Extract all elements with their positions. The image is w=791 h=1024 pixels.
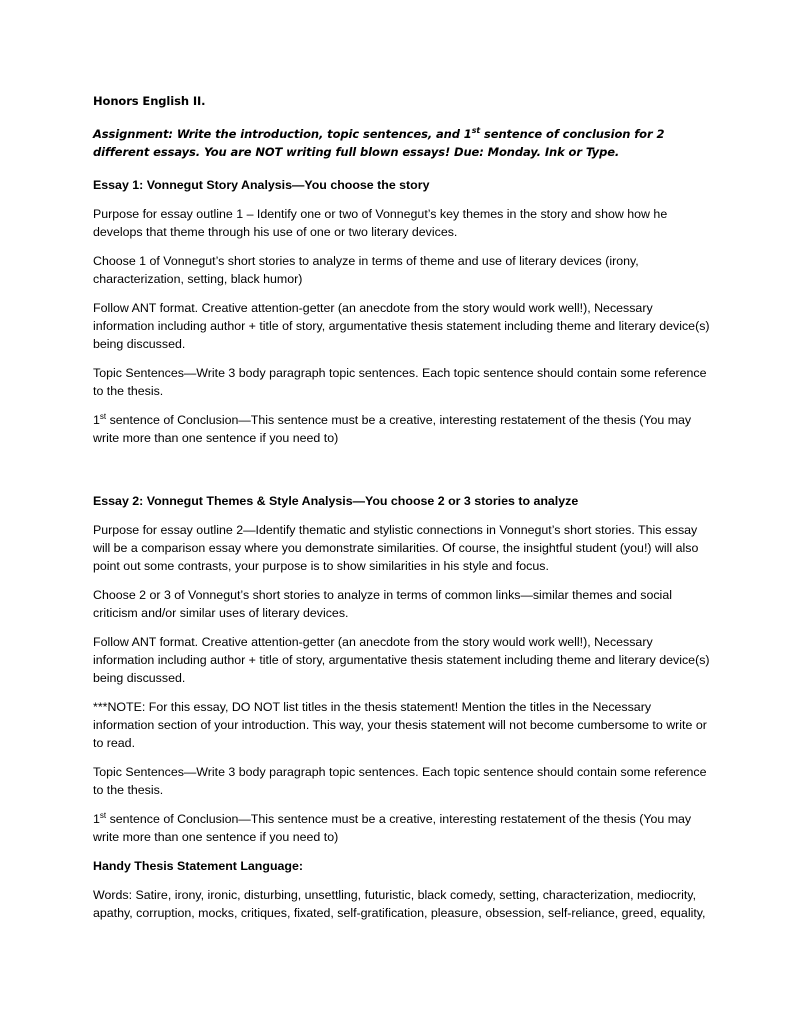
essay2-follow-ant: Follow ANT format. Creative attention-getter (an anecdote from the story would work well!), Necessary information including author + title of story, argumentative thesis statement including theme and literary device(s) being discussed. bbox=[93, 635, 710, 685]
essay2-heading: Essay 2: Vonnegut Themes & Style Analysis—You choose 2 or 3 stories to analyze bbox=[93, 494, 579, 508]
essay1-purpose: Purpose for essay outline 1 – Identify one or two of Vonnegut’s key themes in the story and show how he develops that theme through his use of one or two literary devices. bbox=[93, 207, 668, 239]
essay2-conclusion-text: sentence of Conclusion—This sentence must be a creative, interesting restatement of the thesis (You may write more than one sentence if you need to) bbox=[93, 812, 692, 844]
essay1-conclusion-number: 1 bbox=[93, 413, 100, 427]
essay1-topic-sentences: Topic Sentences—Write 3 body paragraph topic sentences. Each topic sentence should contain some reference to the thesis. bbox=[93, 366, 707, 398]
essay1-heading: Essay 1: Vonnegut Story Analysis—You choose the story bbox=[93, 178, 430, 192]
thesis-language-words: Words: Satire, irony, ironic, disturbing, unsettling, futuristic, black comedy, setting, characterization, mediocrity, apathy, corruption, mocks, critiques, fixated, self-gratification, pleasure, obsession, self-reliance, greed, equality, bbox=[93, 888, 706, 920]
assignment-text-a: Write the introduction, topic sentences, and 1 bbox=[172, 127, 472, 141]
essay2-topic-sentences: Topic Sentences—Write 3 body paragraph topic sentences. Each topic sentence should contain some reference to the thesis. bbox=[93, 765, 707, 797]
assignment-label: Assignment: bbox=[93, 127, 173, 141]
essay2-conclusion bbox=[93, 810, 713, 846]
assignment-text-b: sentence of conclusion for 2 different essays. You are NOT writing full blown essays! Due: Monday. Ink or Type. bbox=[93, 127, 665, 159]
assignment-instructions bbox=[93, 125, 713, 161]
course-title: Honors English II. bbox=[93, 94, 206, 108]
essay1-conclusion-text: sentence of Conclusion—This sentence must be a creative, interesting restatement of the thesis (You may write more than one sentence if you need to) bbox=[93, 413, 692, 445]
essay1-choose: Choose 1 of Vonnegut’s short stories to analyze in terms of theme and use of literary devices (irony, characterization, setting, black humor) bbox=[93, 254, 639, 286]
assignment-superscript: st bbox=[471, 126, 481, 135]
essay2-note: ***NOTE: For this essay, DO NOT list titles in the thesis statement! Mention the titles in the Necessary information section of your introduction. This way, your thesis statement will not become cumbersome to write or to read. bbox=[93, 700, 707, 750]
essay2-conclusion-number: 1 bbox=[93, 812, 100, 826]
essay1-follow-ant: Follow ANT format. Creative attention-getter (an anecdote from the story would work well!), Necessary information including author + title of story, argumentative thesis statement including theme and literary device(s) being discussed. bbox=[93, 301, 710, 351]
essay2-purpose: Purpose for essay outline 2—Identify thematic and stylistic connections in Vonnegut’s short stories. This essay will be a comparison essay where you demonstrate similarities. Of course, the insightful student (you!) will also point out some contrasts, your purpose is to show similarities in his style and focus. bbox=[93, 523, 699, 573]
thesis-language-heading: Handy Thesis Statement Language: bbox=[93, 859, 303, 873]
essay1-conclusion bbox=[93, 411, 713, 447]
document-body bbox=[93, 92, 713, 933]
essay2-conclusion-superscript: st bbox=[99, 811, 107, 820]
essay2-choose: Choose 2 or 3 of Vonnegut’s short stories to analyze in terms of common links—similar themes and social criticism and/or similar uses of literary devices. bbox=[93, 588, 672, 620]
essay1-conclusion-superscript: st bbox=[99, 412, 107, 421]
